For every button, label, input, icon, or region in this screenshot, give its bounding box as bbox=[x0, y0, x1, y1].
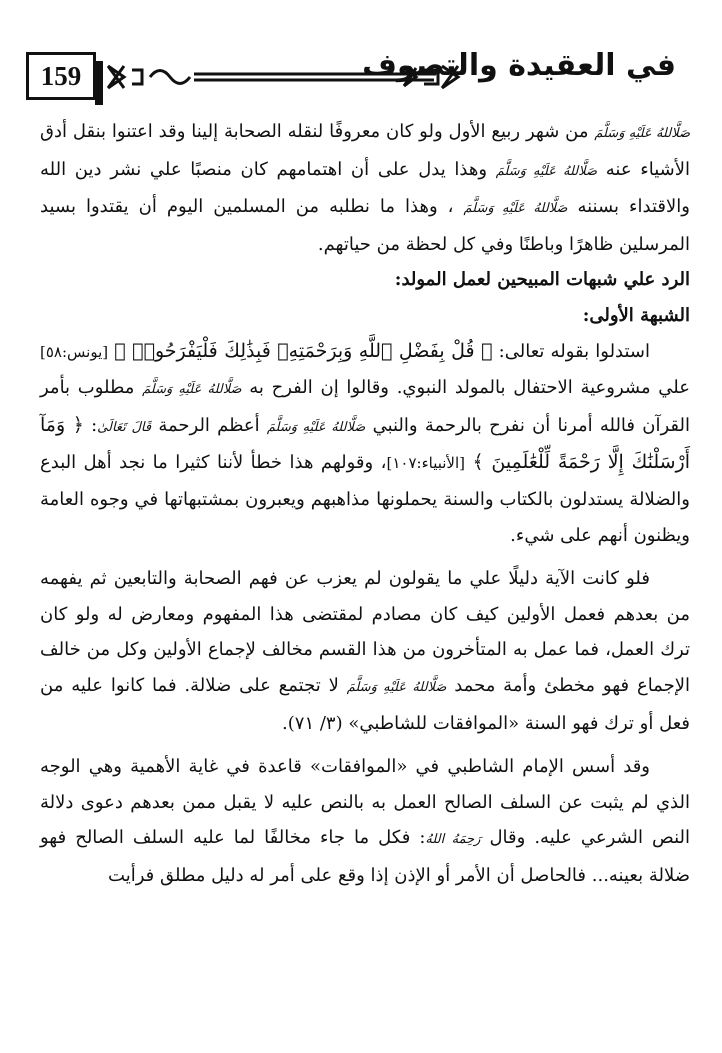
text-run: مطلوب بأمر القرآن فالله أمرنا أن نفرح بالرحمة والنبي bbox=[40, 377, 690, 436]
subsection-heading: الشبهة الأولى: bbox=[582, 304, 690, 326]
paragraph-gap bbox=[40, 553, 690, 561]
text-run: ، وقولهم هذا خطأ لأننا كثيرا ما نجد أهل البدع والضلالة يستدلون بالكتاب والسنة يحملونها مذاهبهم ويعبرون بمشتبهاتها في وجوه العامة ويظنون أنهم على شيء. bbox=[40, 452, 690, 546]
page-number: 159 bbox=[26, 52, 96, 100]
text-run: أعظم الرحمة bbox=[158, 414, 260, 436]
text-run: وقد أسس الإمام الشاطبي في «الموافقات» قاعدة في غاية الأهمية وهي الوجه الذي لم يثبت عن السلف الصالح العمل به بالنص عليه لا يقبل ممن بعدهم دعوى دلالة النص الشرعي عليه. وقال bbox=[40, 756, 691, 849]
paragraph-gap bbox=[40, 741, 690, 749]
paragraph: استدلوا بقوله تعالى: ﴿ قُلْ بِفَضْلِ ٱللَّهِ وَبِرَحْمَتِهِۦ فَبِذَٰلِكَ فَلْيَفْرَحُوا۟ ﴾ [يونس:٥٨] علي مشروعية الاحتفال بالمولد النبوي. وقالوا إن الفرح به صَلَّاللهُ عَلَيْهِ وَسَلَّمَ مطلوب بأمر القرآن فالله أمرنا أن نفرح بالرحمة والنبي صَلَّاللهُ عَلَيْهِ وَسَلَّمَ أعظم الرحمة قَالَ تَعَالَىٰ: ﴿ وَمَآ أَرْسَلْنَٰكَ إِلَّا رَحْمَةً لِّلْعَٰلَمِينَ ﴾ [الأنبياء:١٠٧]، وقولهم هذا خطأ لأننا كثيرا ما نجد أهل البدع والضلالة يستدلون بالكتاب والسنة يحملونها مذاهبهم ويعبرون بمشتبهاتها في وجوه العامة ويظنون أنهم على شيء. bbox=[40, 339, 691, 546]
verse-reference: [الأنبياء:١٠٧] bbox=[386, 454, 466, 473]
tabaraka-glyph: قَالَ تَعَالَىٰ bbox=[97, 419, 152, 435]
page-header bbox=[0, 40, 722, 112]
text-run: دين الله والاقتداء بسننه bbox=[40, 158, 690, 218]
section-heading: الرد علي شبهات المبيحين لعمل المولد: bbox=[394, 269, 690, 291]
text-run: من شهر ربيع الأول ولو كان معروفًا لنقله الصحابة إلينا وقد اعتنوا bbox=[111, 121, 589, 142]
salawat-glyph: صَلَّاللهُ عَلَيْهِ وَسَلَّمَ bbox=[495, 163, 598, 179]
salawat-glyph: صَلَّاللهُ عَلَيْهِ وَسَلَّمَ bbox=[142, 382, 242, 398]
text-run: بسيد المرسلين ظاهرًا وباطنًا وفي كل لحظة من حياتهم. bbox=[40, 196, 690, 255]
salawat-glyph: صَلَّاللهُ عَلَيْهِ وَسَلَّمَ bbox=[346, 679, 447, 695]
verse-reference: [يونس:٥٨] bbox=[40, 342, 109, 361]
text-run: : فكل ما جاء مخالفًا لما عليه السلف الصالح فهو ضلالة بعينه... فالحاصل أن الأمر أو الإذن إذا وقع على أمر له دليل مطلق فرأيت bbox=[40, 827, 690, 886]
quran-verse: ﴿ قُلْ بِفَضْلِ ٱللَّهِ وَبِرَحْمَتِهِۦ فَبِذَٰلِكَ فَلْيَفْرَحُوا۟ ﴾ bbox=[114, 339, 493, 362]
text-run: فلو كانت الآية دليلًا علي ما يقولون لم يعزب عن فهم الصحابة والتابعين ثم يفهمه من بعدهم فعمل الأولين كيف كان مصادم لمقتضى هذا المفهوم ومعارض له ولو كان ترك العمل، فما عمل به المتأخرون من هذا القسم مخالف لإجماع الأولين وكل من خالف الإجماع فهو مخطئ وأمة محمد bbox=[40, 568, 690, 696]
running-title: في العقيدة والتصوف bbox=[362, 48, 676, 83]
text-run: وهذا يدل على أن اهتمامهم كان منصبًا علي نشر bbox=[110, 158, 488, 180]
paragraph bbox=[40, 561, 690, 741]
page-body bbox=[40, 114, 690, 893]
paragraph-continuation bbox=[40, 114, 690, 262]
rahimahu-glyph: رَحِمَهُ اللهُ bbox=[425, 832, 481, 848]
text-run: علي مشروعية الاحتفال بالمولد النبوي. وقالوا إن الفرح به bbox=[249, 377, 691, 399]
salawat-glyph: صَلَّاللهُ عَلَيْهِ وَسَلَّمَ bbox=[266, 419, 366, 435]
text-run: ، وهذا ما نطلبه من المسلمين اليوم أن يقتدوا bbox=[85, 196, 454, 218]
text-run: بنقل أدق الأشياء عنه bbox=[40, 121, 690, 180]
salawat-glyph: صَلَّاللهُ عَلَيْهِ وَسَلَّمَ bbox=[594, 126, 690, 141]
paragraph bbox=[40, 749, 690, 893]
text-run: لا تجتمع على ضلالة. فما كانوا عليه من فعل أو ترك فهو السنة «الموافقات للشاطبي» (٣/ ٧١). bbox=[40, 674, 690, 734]
quran-verse: ﴿ وَمَآ أَرْسَلْنَٰكَ إِلَّا رَحْمَةً لِّلْعَٰلَمِينَ ﴾ bbox=[40, 413, 690, 474]
text-run: استدلوا بقوله تعالى: bbox=[498, 340, 651, 362]
salawat-glyph: صَلَّاللهُ عَلَيْهِ وَسَلَّمَ bbox=[463, 201, 568, 217]
